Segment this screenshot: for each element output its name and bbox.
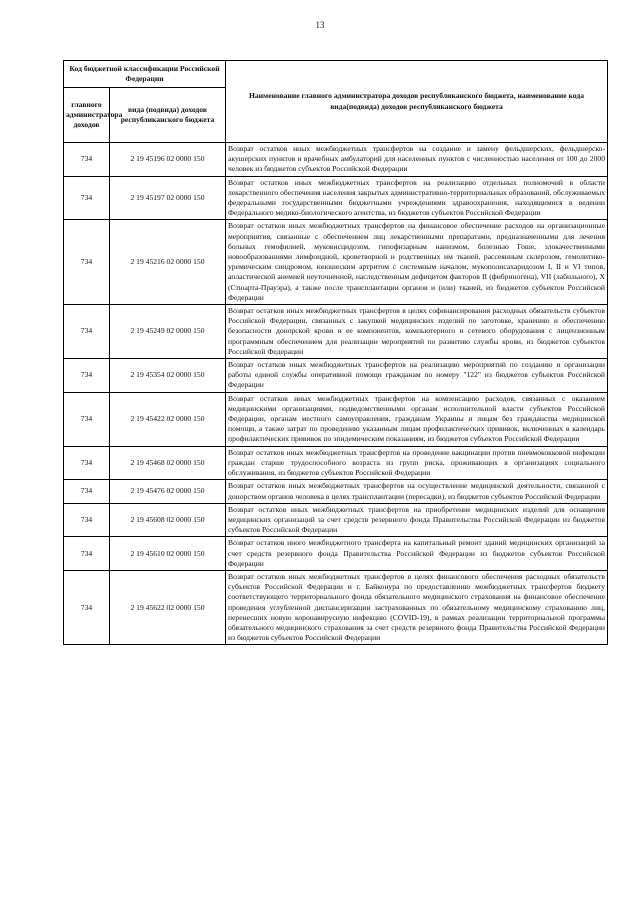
page-number: 13 xyxy=(315,20,325,30)
income-code-cell: 2 19 45249 02 0000 150 xyxy=(110,305,226,359)
income-code-cell: 2 19 45610 02 0000 150 xyxy=(110,537,226,571)
description-cell: Возврат остатков иных межбюджетных трансфертов на компенсацию расходов, связанных с оказанием медицинскими организациями, подведомственными органам исполнительной власти субъектов Российской Федерации, органам местного самоуправления, гражданам Украины и лицам без гражданства медицинской помощи, а также затрат по проведению указанным лицам профилактических прививок, включенных в календарь профилактических прививок по эпидемическим показаниям, из бюджетов субъектов Российской Федерации xyxy=(226,392,608,446)
admin-code-cell: 734 xyxy=(64,503,110,537)
table-row xyxy=(64,570,608,644)
income-code-cell: 2 19 45197 02 0000 150 xyxy=(110,176,226,220)
table-row xyxy=(64,503,608,537)
admin-code-cell: 734 xyxy=(64,176,110,220)
table-row xyxy=(64,480,608,503)
table-row xyxy=(64,359,608,393)
income-code-cell: 2 19 45216 02 0000 150 xyxy=(110,220,226,305)
description-cell: Возврат остатков иных межбюджетных трансфертов на осуществление медицинской деятельности, связанной с донорством органов человека в целях трансплантации (пересадки), из бюджетов субъектов Российской Федерации xyxy=(226,480,608,503)
admin-code-cell: 734 xyxy=(64,446,110,480)
income-code-cell: 2 19 45476 02 0000 150 xyxy=(110,480,226,503)
table-row xyxy=(64,143,608,177)
table-row xyxy=(64,176,608,220)
income-code-cell: 2 19 45608 02 0000 150 xyxy=(110,503,226,537)
table-row xyxy=(64,220,608,305)
description-cell: Возврат остатков иных межбюджетных трансфертов на приобретение медицинских изделий для оснащения медицинских организаций за счет средств резервного фонда Правительства Российской Федерации из бюджетов субъектов Российской Федерации xyxy=(226,503,608,537)
admin-column-header: главного администратора доходов xyxy=(64,88,110,143)
description-cell: Возврат остатков иных межбюджетных трансфертов в целях софинансирования расходных обязательств субъектов Российской Федерации, связанных с закупкой медицинских изделий по заготовке, хранению и обеспечению безопасности донорской крови и ее компонентов, компьютерного и сетевого оборудования с лицензионным программным обеспечением для реализации мероприятий по развитию службы крови, из бюджетов субъектов Российской Федерации xyxy=(226,305,608,359)
budget-classification-table xyxy=(63,60,608,645)
type-column-header: вида (подвида) доходов республиканского бюджета xyxy=(110,88,226,143)
income-code-cell: 2 19 45196 02 0000 150 xyxy=(110,143,226,177)
table-row xyxy=(64,537,608,571)
income-code-cell: 2 19 45622 02 0000 150 xyxy=(110,570,226,644)
description-cell: Возврат остатков иных межбюджетных трансфертов в целях финансового обеспечения расходных обязательств субъектов Российской Федерации и г. Байконура по предоставлению межбюджетных трансфертов бюджету соответствующего территориального фонда обязательного медицинского страхования на финансовое обеспечение проведения углубленной диспансеризации застрахованных по обязательному медицинскому страхованию лиц, перенесших новую коронавирусную инфекцию (COVID-19), в рамках реализации территориальной программы обязательного медицинского страхования за счет средств резервного фонда Правительства Российской Федерации из бюджетов субъектов Российской Федерации xyxy=(226,570,608,644)
admin-code-cell: 734 xyxy=(64,570,110,644)
description-cell: Возврат остатков иного межбюджетного трансферта на капитальный ремонт зданий медицинских организаций за счет средств резервного фонда Правительства Российской Федерации из бюджетов субъектов Российской Федерации xyxy=(226,537,608,571)
admin-code-cell: 734 xyxy=(64,359,110,393)
admin-code-cell: 734 xyxy=(64,537,110,571)
income-code-cell: 2 19 45354 02 0000 150 xyxy=(110,359,226,393)
description-cell: Возврат остатков иных межбюджетных трансфертов на создание и замену фельдшерских, фельдшерско-акушерских пунктов и врачебных амбулаторий для населенных пунктов с численностью населения от 100 до 2000 человек из бюджетов субъектов Российской Федерации xyxy=(226,143,608,177)
admin-code-cell: 734 xyxy=(64,143,110,177)
table-row xyxy=(64,446,608,480)
header-row-group xyxy=(64,61,608,88)
admin-code-cell: 734 xyxy=(64,480,110,503)
description-cell: Возврат остатков иных межбюджетных трансфертов на проведение вакцинации против пневмококковой инфекции граждан старше трудоспособного возраста из групп риска, проживающих в организациях социального обслуживания, из бюджетов субъектов Российской Федерации xyxy=(226,446,608,480)
description-cell: Возврат остатков иных межбюджетных трансфертов на реализацию мероприятий по созданию и организации работы единой службы оперативной помощи гражданам по номеру "122" из бюджетов субъектов Российской Федерации xyxy=(226,359,608,393)
income-code-cell: 2 19 45422 02 0000 150 xyxy=(110,392,226,446)
description-cell: Возврат остатков иных межбюджетных трансфертов на реализацию отдельных полномочий в области лекарственного обеспечения населения закрытых административно-территориальных образований, обслуживаемых федеральными государственными бюджетными учреждениями здравоохранения, находящимися в ведении Федерального медико-биологического агентства, из бюджетов субъектов Российской Федерации xyxy=(226,176,608,220)
group-title-header: Код бюджетной классификации Российской Федерации xyxy=(64,61,226,88)
description-cell: Возврат остатков иных межбюджетных трансфертов на финансовое обеспечение расходов на организационные мероприятия, связанные с обеспечением лиц лекарственными препаратами, предназначенными для лечения больных гемофилией, муковисцидозом, гипофизарным нанизмом, болезнью Гоше, злокачественными новообразованиями лимфоидной, кроветворной и родственных им тканей, рассеянным склерозом, гемолитико-уремическим синдромом, юношеским артритом с системным началом, мукополисахаридозом I, II и VI типов, апластической анемией неуточненной, наследственным дефицитом факторов II (фибриногена), VII (лабильного), X (Стюарта-Прауэра), а также после трансплантации органов и (или) тканей, из бюджетов субъектов Российской Федерации xyxy=(226,220,608,305)
admin-code-cell: 734 xyxy=(64,220,110,305)
name-column-header: Наименование главного администратора доходов республиканского бюджета, наименование кода вида(подвида) доходов республиканского бюджета xyxy=(226,61,608,143)
admin-code-cell: 734 xyxy=(64,392,110,446)
income-code-cell: 2 19 45468 02 0000 150 xyxy=(110,446,226,480)
table-row xyxy=(64,305,608,359)
admin-code-cell: 734 xyxy=(64,305,110,359)
table-row xyxy=(64,392,608,446)
